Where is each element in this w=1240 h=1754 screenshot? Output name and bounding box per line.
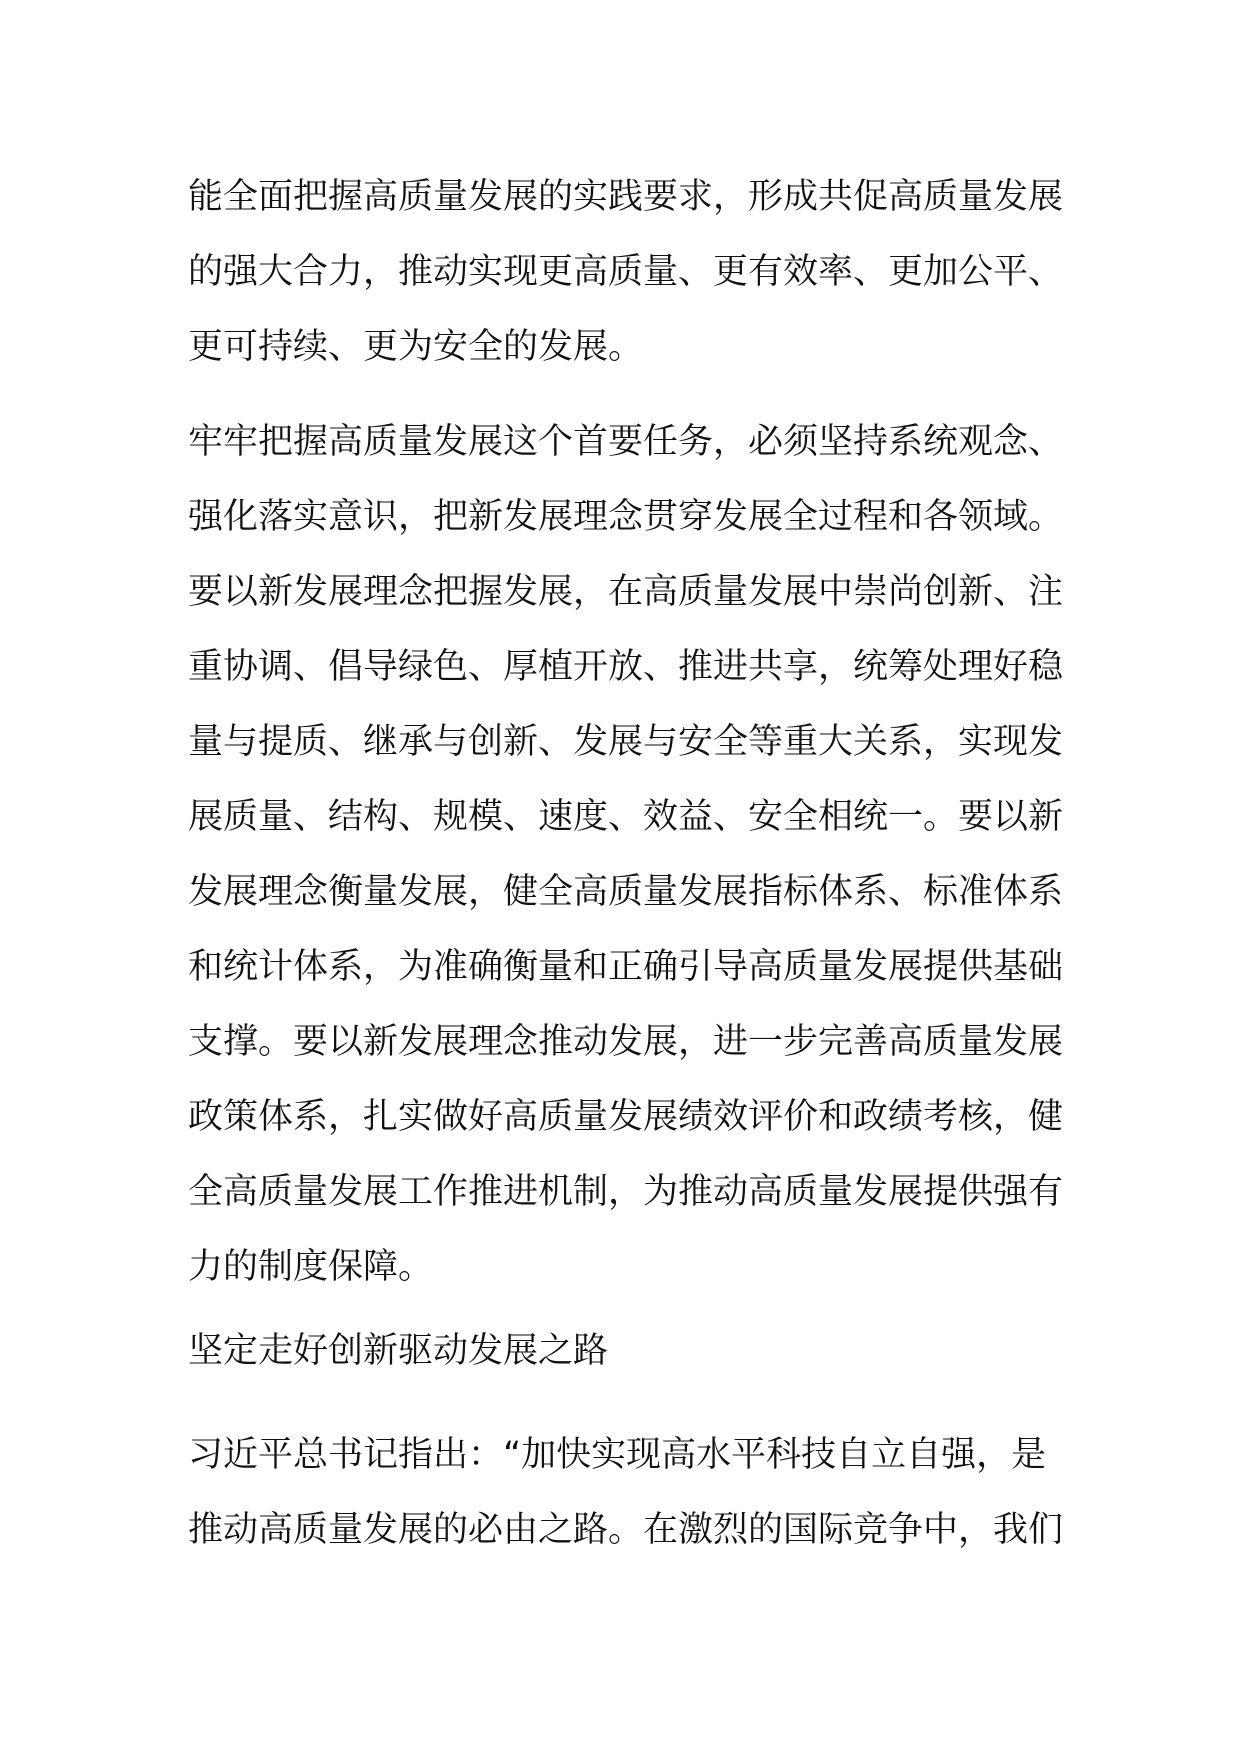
paragraph-line: 更可持续、更为安全的发展。: [188, 327, 644, 367]
paragraph-line: 推动高质量发展的必由之路。在激烈的国际竞争中，我们: [188, 1510, 1064, 1550]
paragraph-line: 牢牢把握高质量发展这个首要任务，必须坚持系统观念、: [188, 422, 1064, 462]
paragraph-line: 政策体系，扎实做好高质量发展绩效评价和政绩考核，健: [188, 1097, 1064, 1137]
paragraph-line: 的强大合力，推动实现更高质量、更有效率、更加公平、: [188, 252, 1064, 292]
paragraph-line: 能全面把握高质量发展的实践要求，形成共促高质量发展: [188, 177, 1064, 217]
paragraph-line: 强化落实意识，把新发展理念贯穿发展全过程和各领域。: [188, 497, 1064, 537]
paragraph-3: [188, 1418, 1068, 1568]
paragraph-line: 和统计体系，为准确衡量和正确引导高质量发展提供基础: [188, 947, 1064, 987]
paragraph-line: 发展理念衡量发展，健全高质量发展指标体系、标准体系: [188, 872, 1064, 912]
paragraph-line: 量与提质、继承与创新、发展与安全等重大关系，实现发: [188, 722, 1064, 762]
paragraph-line: 习近平总书记指出：“加快实现高水平科技自立自强，是: [188, 1435, 1047, 1475]
paragraph-line: 展质量、结构、规模、速度、效益、安全相统一。要以新: [188, 797, 1064, 837]
paragraph-line: 全高质量发展工作推进机制，为推动高质量发展提供强有: [188, 1172, 1064, 1212]
paragraph-2: [188, 405, 1068, 1305]
section-heading: [188, 1314, 1068, 1389]
paragraph-line: 要以新发展理念把握发展，在高质量发展中崇尚创新、注: [188, 572, 1064, 612]
paragraph-line: 支撑。要以新发展理念推动发展，进一步完善高质量发展: [188, 1022, 1064, 1062]
paragraph-line: 力的制度保障。: [188, 1247, 434, 1287]
section-heading-text: 坚定走好创新驱动发展之路: [188, 1331, 609, 1371]
paragraph-1: [188, 160, 1068, 385]
paragraph-line: 重协调、倡导绿色、厚植开放、推进共享，统筹处理好稳: [188, 647, 1064, 687]
